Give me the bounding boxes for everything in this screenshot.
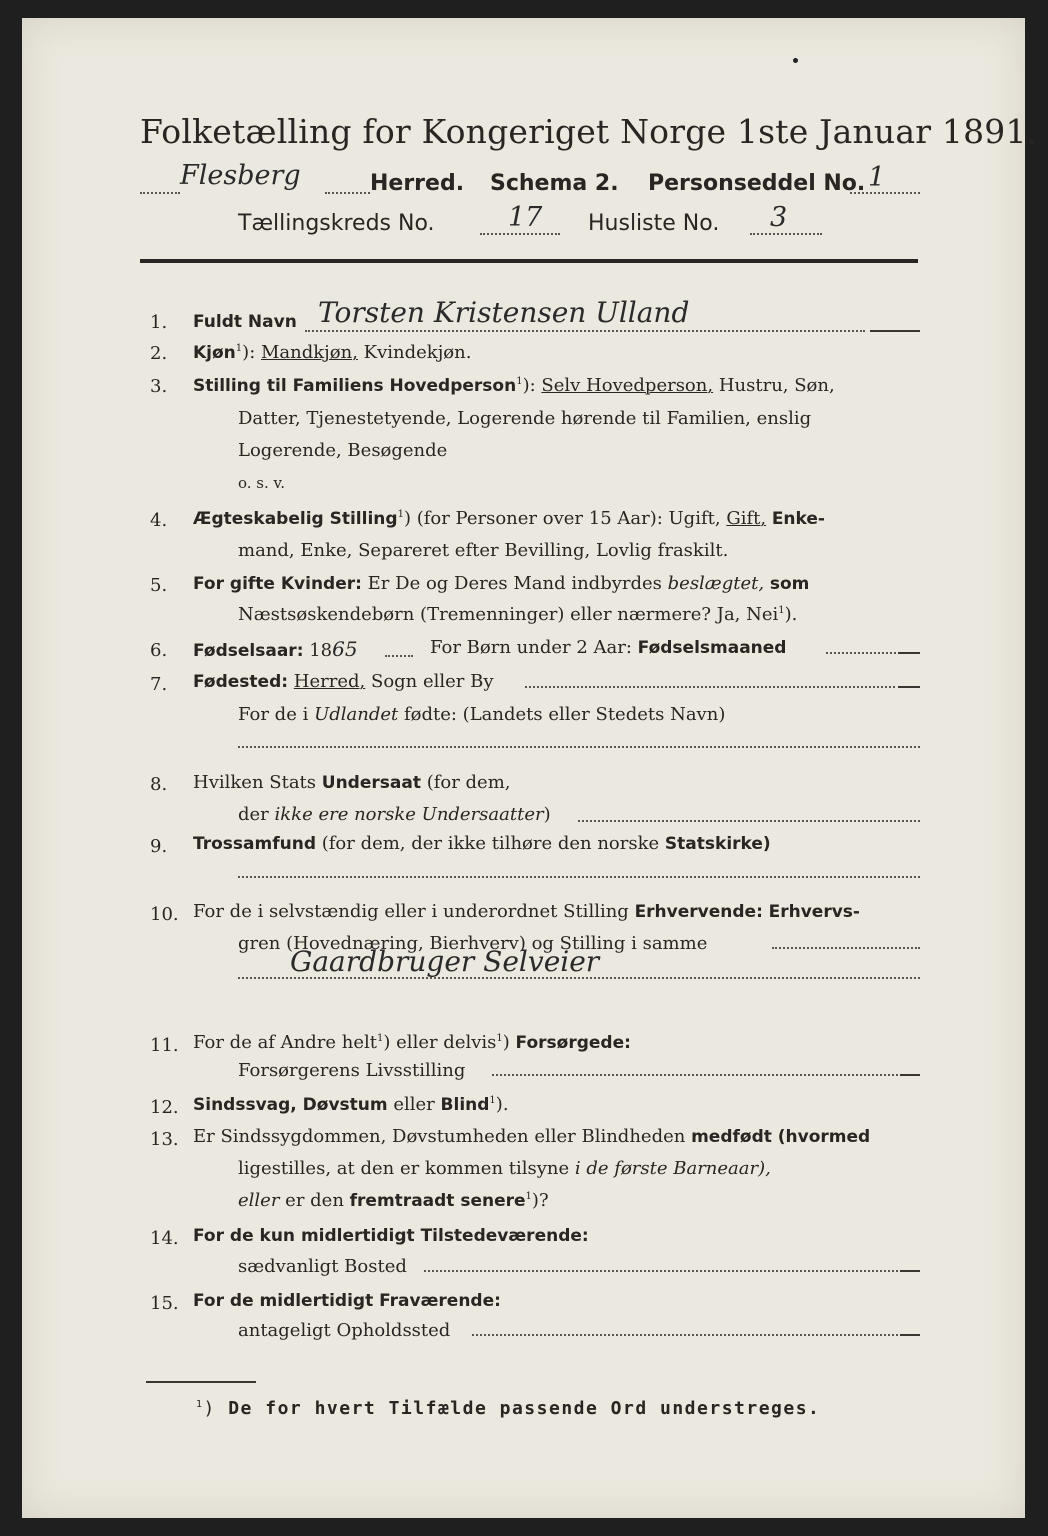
item-label: For de midlertidigt Fraværende: (193, 1291, 501, 1311)
occupation-value: Gaardbruger Selveier (290, 945, 600, 978)
dotted-line (325, 192, 370, 194)
end-dash (900, 1074, 920, 1076)
footnote-text: De for hvert Tilfælde passende Ord understreges. (228, 1398, 821, 1419)
item-text: For de i selvstændig eller i underordnet Stilling (193, 901, 629, 922)
item-number: 13. (150, 1129, 179, 1150)
item-text-italic: ikke ere norske Undersaatter (274, 804, 544, 825)
item-text: For de i (238, 704, 309, 725)
option-underlined: Gift, (726, 508, 767, 529)
item-text-italic: eller (238, 1190, 280, 1211)
full-name-value: Torsten Kristensen Ulland (318, 296, 690, 329)
item-number: 15. (150, 1293, 179, 1314)
item-text: Logerende, Besøgende (238, 440, 448, 461)
item-text-italic: beslægtet, (667, 573, 765, 594)
punct: ). (495, 1094, 509, 1115)
item-number: 6. (150, 640, 168, 661)
item-text: medfødt (hvormed (691, 1127, 871, 1147)
item-label: For de kun midlertidigt Tilstedeværende: (193, 1226, 589, 1246)
item-number: 10. (150, 904, 179, 925)
dotted-line (578, 820, 920, 822)
item-text: eller (393, 1094, 435, 1115)
punct: ) (543, 804, 551, 825)
footnote-ref: 1 (397, 509, 404, 520)
item-text: (for dem, (426, 772, 511, 793)
footnote-ref: 1 (525, 1191, 532, 1202)
option-text: Hustru, Søn, (718, 375, 835, 396)
option-underlined: Selv Hovedperson, (541, 375, 714, 396)
dotted-line (238, 876, 920, 878)
item-number: 14. (150, 1228, 179, 1249)
herred-label: Herred. (370, 171, 465, 196)
item-text: Er De og Deres Mand indbyrdes (367, 573, 662, 594)
option-underlined: Herred, (293, 671, 366, 692)
item-number: 9. (150, 836, 168, 857)
dotted-line (238, 977, 920, 979)
item-text: Erhvervende: (634, 902, 763, 922)
dotted-line (472, 1334, 898, 1336)
item-text: Fødselsmaaned (637, 638, 787, 658)
item-text-italic: i de første Barneaar), (574, 1158, 771, 1179)
item-label: For gifte Kvinder: (193, 574, 362, 594)
item-label: Ægteskabelig Stilling (193, 509, 398, 529)
item-text: Erhvervs- (768, 902, 860, 922)
kreds-value: 17 (508, 202, 543, 233)
dotted-line (385, 655, 413, 657)
item-text: Næstsøskendebørn (Tremenninger) eller nærmere? Ja, Nei (238, 604, 779, 625)
dotted-line (424, 1270, 898, 1272)
punct: ) (203, 1398, 216, 1419)
punct: ): (242, 342, 256, 363)
item-text: fremtraadt senere (349, 1191, 526, 1211)
item-text: Forsørgerens Livsstilling (238, 1060, 466, 1081)
footnote-ref: 1 (489, 1095, 496, 1106)
dotted-line (772, 947, 920, 949)
item-text: (for Personer over 15 Aar): Ugift, (416, 508, 721, 529)
punct: )? (531, 1190, 549, 1211)
herred-value: Flesberg (180, 160, 301, 191)
item-label: Stilling til Familiens Hovedperson (193, 376, 517, 396)
item-number: 1. (150, 312, 168, 333)
footnote-ref: 1 (196, 1399, 204, 1410)
item-number: 2. (150, 343, 168, 364)
item-text: gren (Hovednæring, Bierhverv) og Stilling i samme (238, 933, 708, 954)
dotted-line (492, 1074, 898, 1076)
personseddel-value: 1 (868, 162, 886, 193)
header-divider (140, 259, 918, 263)
dotted-line (480, 233, 560, 235)
item-text: Forsørgede: (515, 1033, 631, 1053)
year-prefix: 18 (309, 640, 333, 661)
item-text: Enke- (771, 509, 825, 529)
ink-speck (793, 58, 798, 63)
item-label: Fødselsaar: (193, 641, 304, 661)
personseddel-label: Personseddel No. (648, 171, 866, 196)
kreds-label: Tællingskreds No. (238, 211, 435, 236)
item-number: 5. (150, 575, 168, 596)
item-label: Fødested: (193, 672, 289, 692)
schema-label: Schema 2. (490, 171, 619, 196)
dotted-line (525, 686, 895, 688)
option-text: Kvindekjøn. (363, 342, 472, 363)
item-text: ligestilles, at den er kommen tilsyne (238, 1158, 570, 1179)
dotted-line (826, 652, 896, 654)
item-number: 11. (150, 1035, 179, 1056)
footnote-ref: 1 (778, 605, 785, 616)
end-dash (870, 330, 920, 332)
item-text: der (238, 804, 269, 825)
item-text: Hvilken Stats (193, 772, 317, 793)
item-text: (for dem, der ikke tilhøre den norske (321, 833, 660, 854)
page-title: Folketælling for Kongeriget Norge 1ste Januar 1891. (140, 112, 1038, 151)
item-text: eller delvis (396, 1032, 497, 1053)
end-dash (898, 652, 920, 654)
item-text: Blind (440, 1095, 490, 1115)
item-label: Trossamfund (193, 834, 316, 854)
punct: ). (784, 604, 798, 625)
item-number: 8. (150, 774, 168, 795)
item-number: 7. (150, 674, 168, 695)
footnote-divider (146, 1381, 256, 1383)
punct: ) (502, 1032, 510, 1053)
item-number: 4. (150, 510, 168, 531)
item-text: o. s. v. (238, 474, 285, 492)
item-label: Kjøn (193, 343, 236, 363)
item-text: Statskirke) (664, 834, 771, 854)
footnote-ref: 1 (516, 376, 523, 387)
end-dash (900, 1270, 920, 1272)
footnote (196, 1398, 820, 1419)
item-number: 3. (150, 376, 168, 397)
item-text: Sogn eller By (370, 671, 494, 692)
item-text: For Børn under 2 Aar: (430, 637, 632, 658)
dotted-line (305, 330, 865, 332)
item-text: Er Sindssygdommen, Døvstumheden eller Blindheden (193, 1126, 686, 1147)
dotted-line (140, 192, 180, 194)
item-text: fødte: (Landets eller Stedets Navn) (403, 704, 726, 725)
punct: ) (383, 1032, 391, 1053)
footnote-ref: 1 (377, 1033, 384, 1044)
dotted-line (850, 192, 920, 194)
husliste-value: 3 (770, 202, 788, 233)
item-text-italic: Udlandet (314, 704, 399, 725)
item-text: som (769, 574, 810, 594)
item-text: Datter, Tjenestetyende, Logerende hørende til Familien, enslig (238, 408, 812, 429)
item-text: antageligt Opholdssted (238, 1320, 451, 1341)
item-text: For de af Andre helt (193, 1032, 378, 1053)
end-dash (898, 686, 920, 688)
item-label: Fuldt Navn (193, 312, 297, 332)
husliste-label: Husliste No. (588, 211, 720, 236)
year-value: 65 (332, 637, 358, 661)
item-text: er den (285, 1190, 344, 1211)
footnote-ref: 1 (235, 343, 243, 354)
punct: ): (522, 375, 536, 396)
footnote-ref: 1 (496, 1033, 503, 1044)
item-label: Sindssvag, Døvstum (193, 1095, 388, 1115)
item-text: sædvanligt Bosted (238, 1256, 407, 1277)
punct: ) (403, 508, 411, 529)
dotted-line (750, 233, 822, 235)
option-underlined: Mandkjøn, (261, 342, 358, 363)
item-text: Undersaat (321, 773, 421, 793)
dotted-line (238, 746, 920, 748)
item-number: 12. (150, 1097, 179, 1118)
end-dash (900, 1334, 920, 1336)
item-text: mand, Enke, Separeret efter Bevilling, Lovlig fraskilt. (238, 540, 729, 561)
